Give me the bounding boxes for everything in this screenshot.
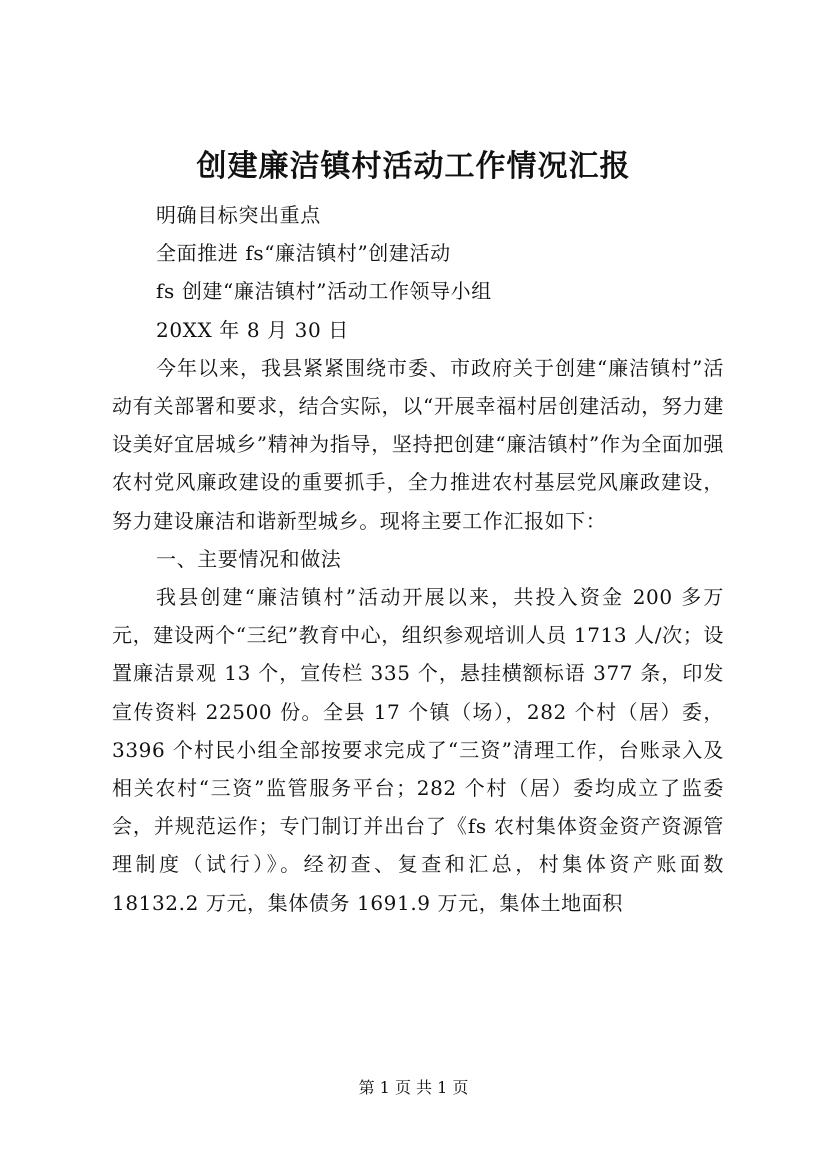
section-heading: 一、主要情况和做法: [156, 546, 342, 571]
page-number-footer: 第 1 页 共 1 页: [358, 1078, 469, 1097]
document-body: [112, 196, 724, 922]
document-date: 20XX 年 8 月 30 日: [156, 317, 349, 342]
document-title: 创建廉洁镇村活动工作情况汇报: [196, 149, 631, 184]
subtitle-line: fs 创建“廉洁镇村”活动工作领导小组: [156, 279, 492, 304]
intro-paragraph: 今年以来，我县紧紧围绕市委、市政府关于创建“廉洁镇村”活动有关部署和要求，结合实际，以“开展幸福村居创建活动，努力建设美好宜居城乡”精神为指导，坚持把创建“廉洁镇村”作为全面加强农村党风廉政建设的重要抓手，全力推进农村基层党风廉政建设，努力建设廉洁和谐新型城乡。现将主要工作汇报如下：: [112, 355, 724, 533]
section-paragraph: 我县创建“廉洁镇村”活动开展以来，共投入资金 200 多万元，建设两个“三纪”教育中心，组织参观培训人员 1713 人/次；设置廉洁景观 13 个，宣传栏 335 个，悬挂横额标语 377 条，印发宣传资料 22500 份。全县 17 个镇（场），282 个村（居）委，3396 个村民小组全部按要求完成了“三资”清理工作，台账录入及相关农村“三资”监管服务平台；282 个村（居）委均成立了监委会，并规范运作；专门制订并出台了《fs 农村集体资金资产资源管理制度（试行）》。经初查、复查和汇总，村集体资产账面数 18132.2 万元，集体债务 1691.9 万元，集体土地面积: [112, 585, 724, 915]
subtitle-line: 明确目标突出重点: [156, 203, 321, 227]
subtitle-line: 全面推进 fs“廉洁镇村”创建活动: [156, 241, 451, 266]
